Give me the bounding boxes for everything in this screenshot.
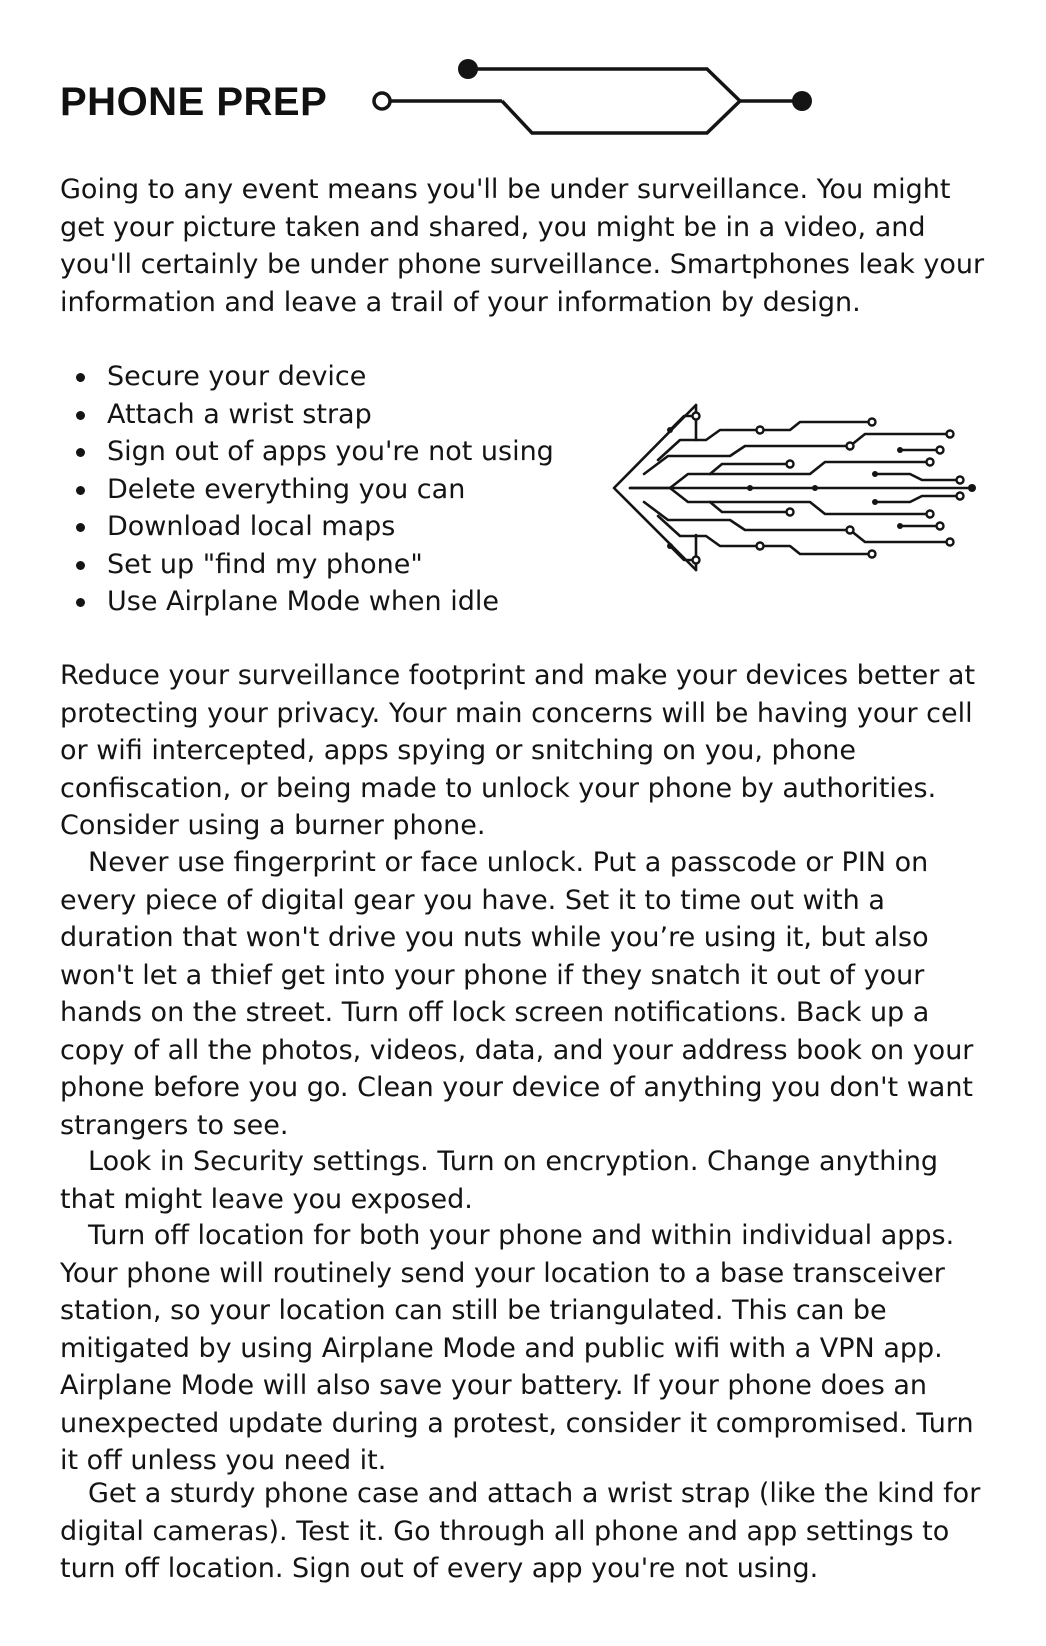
list-item [60,396,554,434]
bullet-icon [76,411,85,420]
bullet-icon [76,561,85,570]
circuit-arrow-icon [610,400,980,575]
bullet-icon [76,486,85,495]
list-item [60,546,554,584]
list-item [60,583,554,621]
list-item-label: Sign out of apps you're not using [107,436,554,467]
circuit-trace-icon [372,54,852,149]
list-item-label: Attach a wrist strap [107,398,372,430]
intro-paragraph: Going to any event means you'll be under surveillance. You might get your picture taken and shared, you might be in a video, and you'll certainly be under phone surveillance. Smartphones leak your information and leave a trail of your information by design. [60,174,985,318]
list-item [60,358,554,396]
body-paragraph: Never use fingerprint or face unlock. Put a passcode or PIN on every piece of digital gear you have. Set it to time out with a duration that won't drive you nuts while you’re using it, but also won't let a thief get into your phone if they snatch it out of your hands on the street. Turn off lock screen notifications. Back up a copy of all the photos, videos, data, and your address book on your phone before you go. Clean your device of anything you don't want strangers to see. [60,847,974,1141]
body-paragraph: Get a sturdy phone case and attach a wrist strap (like the kind for digital cameras). Test it. Go through all phone and app settings to turn off location. Sign out of every app you're not using. [60,1478,981,1584]
list-item-label: Use Airplane Mode when idle [107,586,499,617]
list-item [60,471,554,509]
bullet-icon [76,373,85,382]
page-title: PHONE PREP [60,80,328,124]
bullet-icon [76,523,85,532]
list-item [60,508,554,546]
list-item-label: Set up "find my phone" [107,548,423,580]
list-item-label: Delete everything you can [107,473,466,505]
list-item-label: Download local maps [107,511,396,542]
body-paragraph: Reduce your surveillance footprint and make your devices better at protecting your privacy. Your main concerns will be having your cell or wifi intercepted, apps spying or snitching on you, phone confiscation, or being made to unlock your phone by authorities. Consider using a burner phone. [60,660,976,841]
body-paragraph: Look in Security settings. Turn on encryption. Change anything that might leave you exposed. [60,1146,939,1215]
bullet-icon [76,598,85,607]
bullet-icon [76,448,85,457]
list-item-label: Secure your device [107,361,367,392]
body-paragraph: Turn off location for both your phone and within individual apps. Your phone will routinely send your location to a base transceiver station, so your location can still be triangulated. This can be mitigated by using Airplane Mode and public wifi with a VPN app. Airplane Mode will also save your battery. If your phone does an unexpected update during a protest, consider it compromised. Turn it off unless you need it. [60,1220,974,1476]
list-item [60,433,554,471]
phone-prep-checklist [60,358,554,621]
